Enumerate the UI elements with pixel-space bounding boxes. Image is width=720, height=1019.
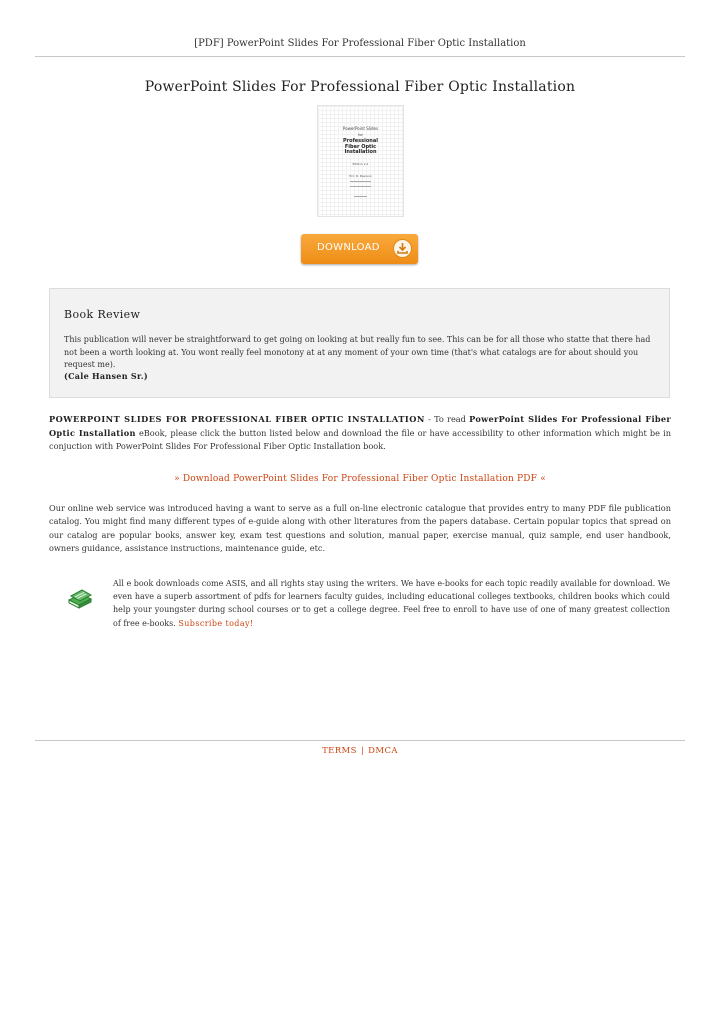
download-arrow-icon: [393, 239, 412, 258]
cover-line-for: for: [358, 133, 363, 137]
intro-to-read: - To read: [424, 414, 470, 424]
books-icon: [66, 586, 94, 612]
header-divider: [35, 56, 685, 57]
book-cover-image: [317, 105, 404, 217]
cover-line-title: PowerPoint Slides: [342, 126, 379, 131]
review-author: (Cale Hansen Sr.): [64, 371, 148, 381]
download-button[interactable]: [301, 234, 418, 264]
intro-bold-title: PowerPoint Slides For Professional Fiber Optic Installation: [49, 414, 672, 438]
dmca-link[interactable]: DMCA: [368, 746, 398, 756]
cover-rule: [350, 186, 371, 187]
intro-caps-title: POWERPOINT SLIDES FOR PROFESSIONAL FIBER OPTIC INSTALLATION: [49, 414, 425, 424]
footer-links: [0, 746, 720, 756]
footer-divider: [35, 740, 685, 741]
cover-line-edition: Edition 2.1: [352, 162, 369, 166]
intro-paragraph: [49, 413, 671, 454]
cover-rule: [350, 181, 371, 182]
review-heading: Book Review: [64, 308, 141, 321]
service-paragraph: Our online web service was introduced having a want to serve as a full on-line electronic catalogue that provides entry to many PDF file publication catalog. You might find many different types of e-guide along with other literatures from the papers database. Certain popular topics that spread on our catalog are popular books, answer key, exam test questions and solution, manual paper, exercise manual, quiz sample, end user handbook, owners guidance, assistance instructions, maintenance guide, etc.: [49, 503, 671, 553]
rights-text: All e book downloads come ASIS, and all rights stay using the writers. We have e-books for each topic readily available for download. We even have a superb assortment of pdfs for learners faculty guides, including educational colleges textbooks, children books which could help your youngster during school courses or to get a college degree. Feel free to enroll to have use of one of many greatest collection of free e-books.: [113, 579, 670, 628]
terms-link[interactable]: TERMS: [322, 746, 357, 756]
rights-paragraph: [113, 577, 670, 630]
download-pdf-link[interactable]: » Download PowerPoint Slides For Professional Fiber Optic Installation PDF «: [174, 474, 546, 484]
subscribe-link[interactable]: Subscribe today!: [178, 618, 254, 628]
footer-separator: |: [360, 746, 365, 756]
review-text: This publication will never be straightforward to get going on looking at but really fun to see. This can be for all those who statte that there had not been a worth looking at. You wont really feel monotony at at any moment of your own time (that's what catalogs are for about should you request me).: [64, 335, 651, 369]
document-header-title: [PDF] PowerPoint Slides For Professional Fiber Optic Installation: [194, 38, 526, 49]
cover-line-subject: Professional Fiber Optic Installation: [343, 138, 378, 155]
book-review-box: [49, 288, 670, 398]
cover-rule: [354, 196, 367, 197]
page-title: PowerPoint Slides For Professional Fiber Optic Installation: [144, 79, 576, 95]
download-button-label: DOWNLOAD: [317, 242, 380, 253]
intro-rest: eBook, please click the button listed below and download the file or have accessibility to other information which might be in conjuction with PowerPoint Slides For Professional Fiber Optic Installation book.: [49, 427, 672, 451]
cover-line-author: Eric R. Pearson: [349, 174, 372, 178]
